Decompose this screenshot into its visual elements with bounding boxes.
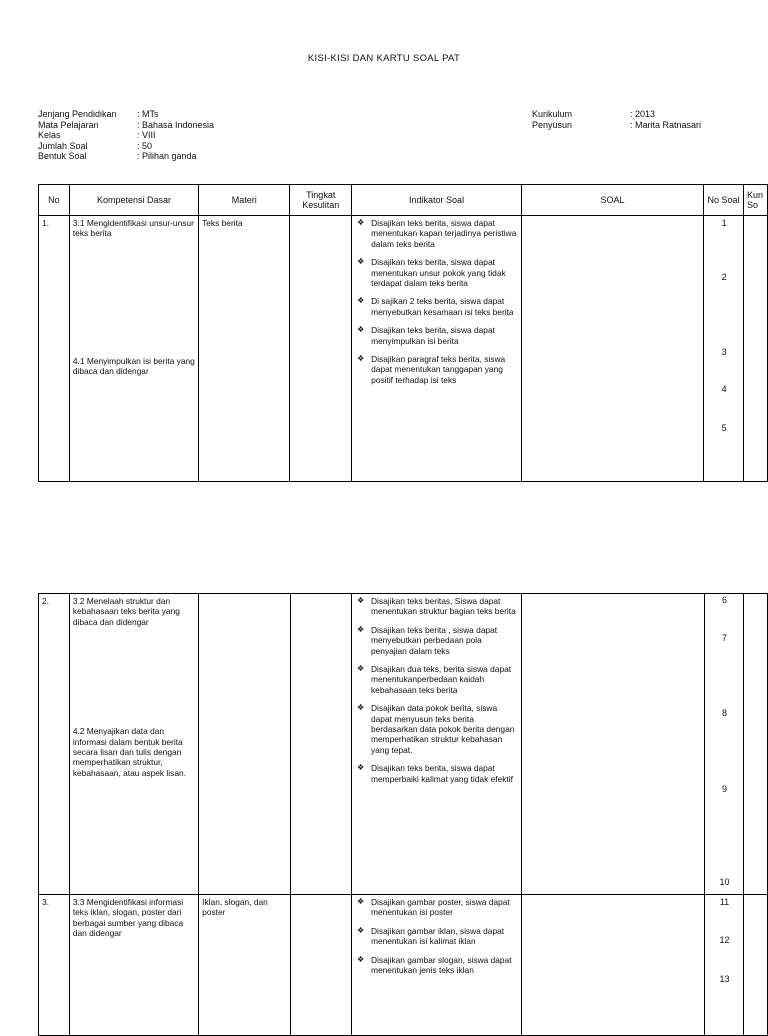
- diamond-bullet-icon: ❖: [356, 703, 365, 713]
- grid-table-1: [38, 184, 768, 482]
- indikator-cell: [352, 216, 522, 482]
- kd-text: 3.3 Mengidentifikasi informasi teks iklan, slogan, poster dari berbagai sumber yang dibaca dan didengar: [72, 897, 184, 939]
- meta-label: Jenjang Pendidikan: [38, 109, 117, 119]
- header-materi: Materi: [199, 185, 290, 216]
- no-soal-cell: [704, 216, 744, 482]
- list-item: ❖ Disajikan teks berita, siswa dapat memperbaiki kalimat yang tidak efektif: [356, 763, 513, 784]
- question-number: 10: [719, 877, 730, 887]
- header-kompetensi-dasar: Kompetensi Dasar: [69, 185, 198, 216]
- diamond-bullet-icon: ❖: [356, 624, 365, 634]
- list-item: ❖ Disajikan gambar slogan, siswa dapat menentukan jenis teks iklan: [356, 954, 512, 976]
- table-row: [39, 216, 768, 482]
- question-number: 9: [721, 784, 727, 794]
- kd-text: 4.1 Menyimpulkan isi berita yang dibaca dan didengar: [72, 355, 195, 377]
- list-item: ❖ Disajikan teks berita, siswa dapat menentukan unsur pokok yang tidak terdapat dalam teks berita: [357, 257, 506, 289]
- diamond-bullet-icon: ❖: [357, 218, 365, 227]
- tingkat-cell: [290, 594, 351, 895]
- meta-label: Bentuk Soal: [38, 151, 87, 162]
- row-number: 2.: [39, 594, 70, 895]
- meta-label: Jumlah Soal: [38, 140, 88, 151]
- tingkat-cell: [290, 895, 351, 1036]
- list-item: ❖ Disajikan gambar iklan, siswa dapat menentukan isi kalimat iklan: [356, 925, 505, 947]
- tingkat-cell: [290, 216, 352, 482]
- kunci-cell: [744, 895, 768, 1036]
- meta-label: Penyusun: [532, 119, 573, 130]
- list-item: ❖ Disajikan gambar poster, siswa dapat menentukan isi poster: [356, 897, 510, 918]
- meta-label: Mata Pelajaran: [38, 119, 99, 130]
- diamond-bullet-icon: ❖: [356, 954, 365, 964]
- question-number: 3: [721, 347, 727, 357]
- meta-value: : Bahasa Indonesia: [137, 119, 215, 130]
- grid-table-2: [38, 593, 768, 1036]
- kompetensi-dasar-cell: [69, 895, 198, 1036]
- meta-value: : MTs: [137, 109, 159, 119]
- materi-cell: [199, 594, 290, 895]
- meta-value: : Pilihan ganda: [137, 151, 197, 162]
- materi-cell: Teks berita: [199, 216, 290, 482]
- kompetensi-dasar-cell: [69, 216, 198, 482]
- meta-value: : VIII: [137, 130, 156, 141]
- question-number: 5: [721, 423, 727, 433]
- table-row: [39, 895, 768, 1036]
- kd-text: 3.2 Menelaah struktur dan kebahasaan teks berita yang dibaca dan didengar: [72, 596, 180, 627]
- question-number: 8: [721, 708, 727, 718]
- list-item: ❖ Disajikan data pokok berita, siswa dapat menyusun teks berita berdasarkan data pokok berita dengan memperhatikan struktur kebahasan yang tepat.: [356, 703, 515, 755]
- kd-text: 4.2 Menyajikan data dan informasi dalam bentuk berita secara lisan dan tulis dengan memperhatikan struktur, kebahasaan, atau aspek lisan.: [72, 726, 186, 778]
- list-item: ❖ Disajikan teks berita, siswa dapat menentukan kapan terjadinya peristiwa dalam teks berita: [357, 218, 517, 249]
- list-item: ❖ Disajikan teks berita, siswa dapat menyimpulkan isi berita: [357, 325, 495, 346]
- meta-label: Kelas: [38, 130, 61, 141]
- header-no-soal: No Soal: [704, 185, 744, 216]
- question-number: 6: [721, 595, 727, 605]
- diamond-bullet-icon: ❖: [356, 664, 365, 674]
- meta-label: Kurikulum: [532, 109, 573, 119]
- diamond-bullet-icon: ❖: [356, 763, 365, 773]
- no-soal-cell: [704, 594, 744, 895]
- table-row: [39, 594, 768, 895]
- meta-left: [38, 109, 214, 162]
- row-number: 1.: [39, 216, 70, 482]
- header-tingkat-kesulitan: Tingkat Kesulitan: [290, 185, 352, 216]
- document-title: KISI-KISI DAN KARTU SOAL PAT: [307, 53, 461, 64]
- header-no: No: [39, 185, 70, 216]
- kunci-cell: [744, 594, 768, 895]
- meta-value: : 50: [137, 140, 153, 151]
- list-item: ❖ Disajikan teks berita , siswa dapat menyebutkan perbedaan pola penyajian dalam teks: [356, 624, 498, 656]
- question-number: 11: [719, 897, 730, 907]
- kunci-cell: [743, 216, 767, 482]
- diamond-bullet-icon: ❖: [356, 897, 365, 906]
- kompetensi-dasar-cell: [69, 594, 198, 895]
- list-item: ❖ Disajikan dua teks, berita siswa dapat menentukanperbedaan kaidah kebahasaan teks berita: [356, 664, 512, 695]
- list-item: ❖ Di sajikan 2 teks berita, siswa dapat menyebutkan kesamaan isi teks berita: [357, 296, 514, 317]
- header-kunci-soal: Kun So: [743, 185, 767, 216]
- indikator-cell: [351, 594, 521, 895]
- question-number: 4: [721, 384, 727, 394]
- diamond-bullet-icon: ❖: [357, 257, 365, 267]
- row-number: 3.: [39, 895, 70, 1036]
- list-item: ❖ Disajikan paragraf teks berita, siswa dapat menentukan tanggapan yang positif terhadap isi teks: [357, 354, 506, 385]
- indikator-cell: [351, 895, 521, 1036]
- question-number: 2: [721, 272, 727, 282]
- no-soal-cell: [704, 895, 744, 1036]
- header-soal: SOAL: [521, 185, 703, 216]
- list-item: ❖ Disajikan teks beritas, Siswa dapat menentukan struktur bagian teks berita: [356, 596, 516, 617]
- diamond-bullet-icon: ❖: [357, 296, 365, 306]
- diamond-bullet-icon: ❖: [357, 325, 365, 335]
- kd-text: 3.1 Mengidentifikasi unsur-unsur teks berita: [72, 218, 194, 239]
- meta-value: : 2013: [630, 109, 656, 119]
- question-number: 7: [721, 633, 727, 643]
- meta-value: : Marita Ratnasari: [630, 119, 702, 130]
- question-number: 12: [719, 935, 730, 945]
- diamond-bullet-icon: ❖: [357, 354, 365, 364]
- question-number: 1: [721, 218, 727, 228]
- soal-cell: [522, 594, 704, 895]
- header-indikator-soal: Indikator Soal: [352, 185, 522, 216]
- meta-right: [532, 109, 701, 130]
- diamond-bullet-icon: ❖: [356, 596, 365, 605]
- question-number: 13: [719, 974, 730, 984]
- diamond-bullet-icon: ❖: [356, 925, 365, 935]
- materi-cell: Iklan, slogan, dan poster: [199, 895, 290, 1036]
- soal-cell: [522, 895, 704, 1036]
- soal-cell: [521, 216, 703, 482]
